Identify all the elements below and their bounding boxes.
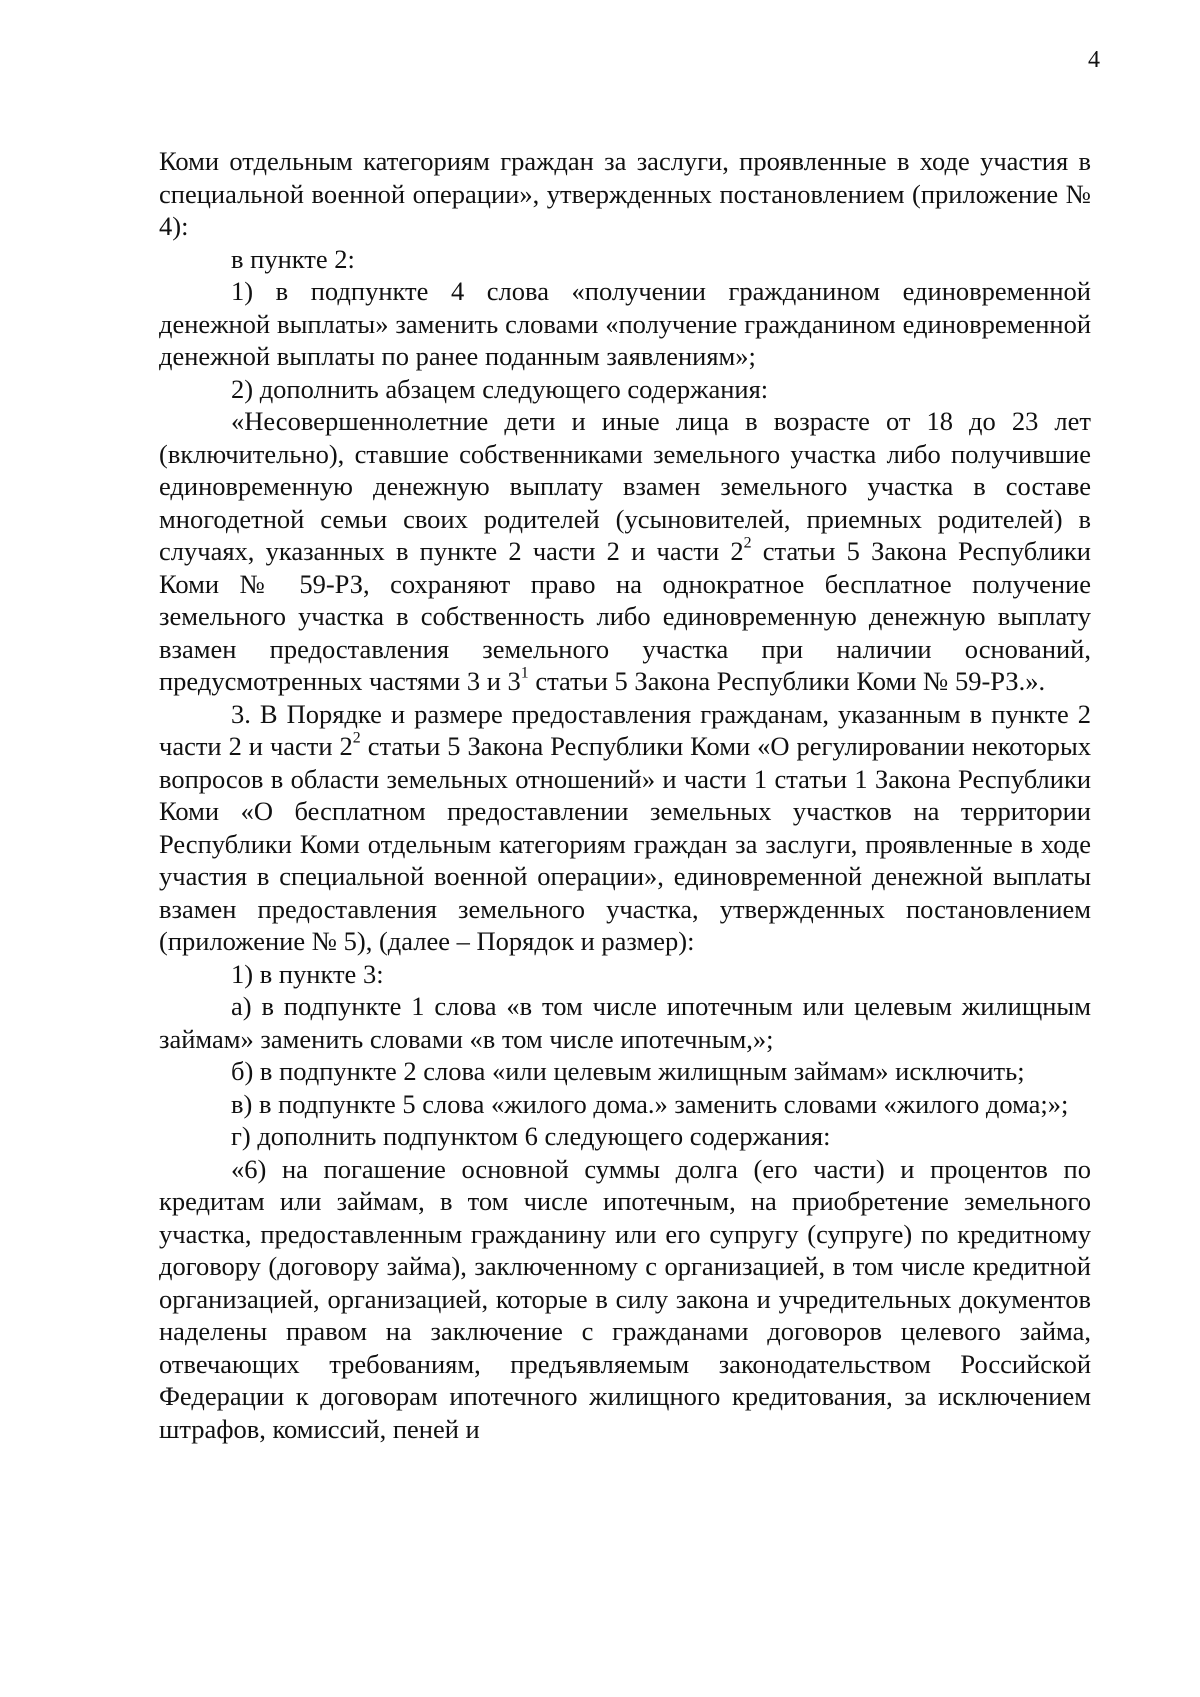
paragraph-text: в) в подпункте 5 слова «жилого дома.» заменить словами «жилого дома;»;	[231, 1088, 1069, 1119]
paragraph	[159, 1153, 1091, 1446]
document-body	[159, 145, 1091, 1445]
paragraph-text: б) в подпункте 2 слова «или целевым жилищным займам» исключить;	[231, 1056, 1025, 1086]
paragraph-text: в пункте 2:	[231, 243, 355, 274]
paragraph	[159, 373, 1091, 406]
superscript: 2	[352, 729, 361, 747]
page-number: 4	[1088, 47, 1100, 73]
paragraph-text: а) в подпункте 1 слова «в том числе ипотечным или целевым жилищным займам» заменить словами «в том числе ипотечным,»;	[159, 991, 1091, 1054]
paragraph-text: 3. В Порядке и размере предоставления гражданам, указанным в пункте 2 части 2 и части 2	[159, 698, 1091, 761]
paragraph-text: Коми отдельным категориям граждан за заслуги, проявленные в ходе участия в специальной военной операции», утвержденных постановлением (приложение № 4):	[159, 146, 1091, 241]
paragraph	[159, 958, 1091, 991]
paragraph-text: г) дополнить подпунктом 6 следующего содержания:	[231, 1121, 831, 1151]
superscript: 2	[743, 534, 752, 552]
paragraph-text: статьи 5 Закона Республики Коми № 59-РЗ, сохраняют право на однократное бесплатное получение земельного участка в собственность либо единовременную денежную выплату взамен предоставления земельного участка при наличии оснований, предусмотренных частями 3 и 3	[159, 536, 1091, 696]
paragraph-text: «6) на погашение основной суммы долга (его части) и процентов по кредитам или займам, в том числе ипотечным, на приобретение земельного участка, предоставленным гражданину или его супругу (супруге) по кредитному договору (договору займа), заключенному с организацией, в том числе кредитной организацией, организацией, которые в силу закона и учредительных документов наделены правом на заключение с гражданами договоров целевого займа, отвечающих требованиям, предъявляемым законодательством Российской Федерации к договорам ипотечного жилищного кредитования, за исключением штрафов, комиссий, пеней и	[159, 1153, 1091, 1444]
paragraph-text: статьи 5 Закона Республики Коми «О регулировании некоторых вопросов в области земельных отношений» и части 1 статьи 1 Закона Республики Коми «О бесплатном предоставлении земельных участков на территории Республики Коми отдельным категориям граждан за заслуги, проявленные в ходе участия в специальной военной операции», единовременной денежной выплаты взамен предоставления земельного участка, утвержденных постановлением (приложение № 5), (далее – Порядок и размер):	[159, 731, 1091, 956]
paragraph	[159, 145, 1091, 243]
paragraph-text: 1) в пункте 3:	[231, 958, 384, 989]
paragraph-text: статьи 5 Закона Республики Коми № 59-РЗ.».	[528, 666, 1046, 696]
paragraph	[159, 1055, 1091, 1088]
paragraph	[159, 405, 1091, 698]
superscript: 1	[520, 664, 529, 682]
paragraph	[159, 1120, 1091, 1153]
paragraph-text: «Несовершеннолетние дети и иные лица в возрасте от 18 до 23 лет (включительно), ставшие собственниками земельного участка либо получившие единовременную денежную выплату взамен земельного участка в составе многодетной семьи своих родителей (усыновителей, приемных родителей) в случаях, указанных в пункте 2 части 2 и части 2	[159, 406, 1091, 566]
paragraph	[159, 275, 1091, 373]
paragraph-text: 2) дополнить абзацем следующего содержания:	[231, 373, 769, 404]
paragraph	[159, 1088, 1091, 1121]
paragraph	[159, 698, 1091, 958]
paragraph-text: 1) в подпункте 4 слова «получении гражданином единовременной денежной выплаты» заменить словами «получение гражданином единовременной денежной выплаты по ранее поданным заявлениям»;	[159, 276, 1091, 371]
paragraph	[159, 990, 1091, 1055]
paragraph	[159, 243, 1091, 276]
